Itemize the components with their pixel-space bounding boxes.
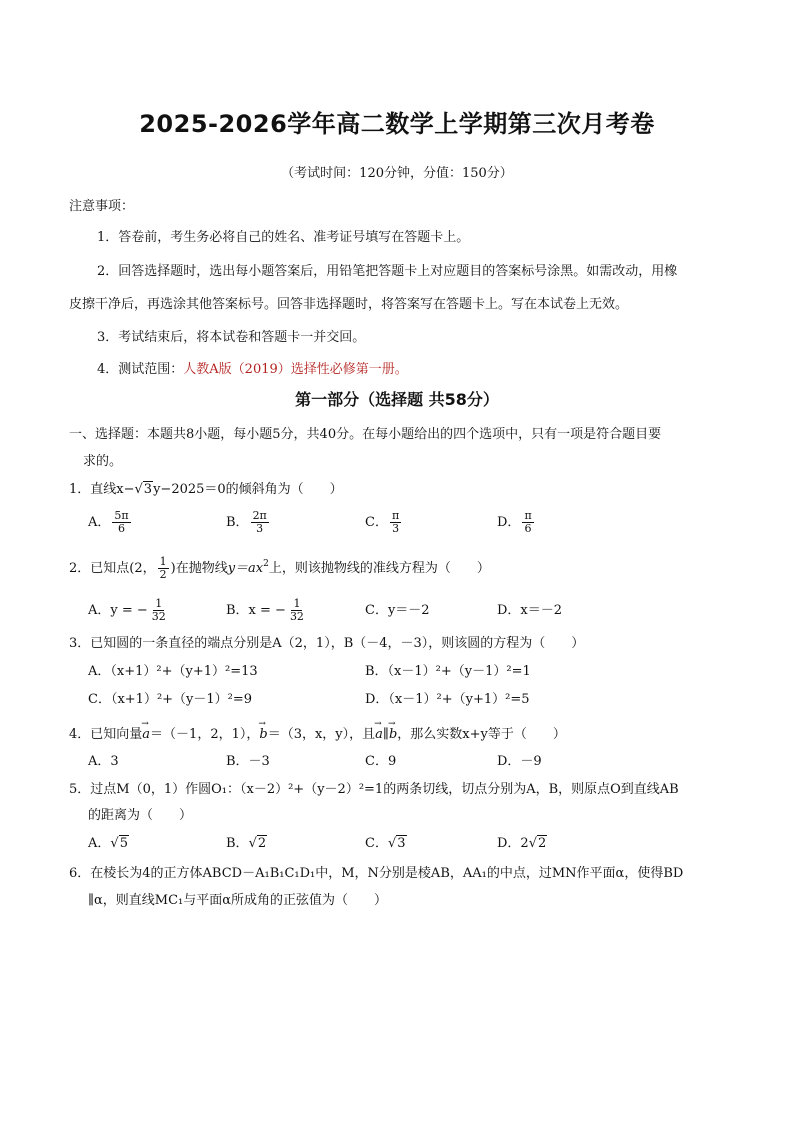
- q1-option-a: [88, 510, 133, 535]
- q6-stem-line-2: ∥α，则直线MC₁与平面α所成角的正弦值为（ ）: [88, 893, 388, 908]
- q5-option-c-label: C．: [365, 836, 388, 851]
- q1-option-a-frac: [112, 510, 130, 535]
- q2-a-num: 1: [155, 597, 163, 610]
- q2-b-num: 1: [293, 597, 301, 610]
- q5-d-radicand: 2: [538, 836, 547, 851]
- q1-option-c-frac: [390, 510, 401, 535]
- q3-option-b: B．（x－1）²+（y－1）²=1: [365, 664, 531, 679]
- q1-option-a-label: A．: [88, 515, 111, 530]
- q2-b-den: 32: [289, 610, 304, 623]
- q1-sqrt: √3: [134, 482, 153, 497]
- q1-option-d-frac: [522, 510, 533, 535]
- part-1-title: 第一部分（选择题 共58分）: [295, 390, 499, 409]
- q4-stem: [69, 725, 566, 745]
- notice-item-4-prefix: 4．测试范围：: [97, 362, 184, 377]
- q5-c-sqrt: √3: [387, 836, 406, 851]
- q5-stem-line-2: 的距离为（ ）: [88, 808, 193, 823]
- q5-option-d: [497, 834, 547, 854]
- q2-option-a-label: A．y = −: [88, 603, 148, 618]
- q2-stem-mid: )在抛物线: [170, 561, 228, 576]
- q5-option-b: [226, 834, 267, 854]
- q1-c-den: 3: [392, 522, 400, 535]
- q2-option-a: [88, 598, 170, 623]
- q4-parallel: ∥: [382, 727, 389, 742]
- q1-stem: [69, 480, 343, 500]
- q2-stem: [69, 556, 490, 581]
- q2-option-b-frac: [288, 598, 306, 623]
- notice-item-3: 3．考试结束后，将本试卷和答题卡一并交回。: [97, 330, 366, 345]
- q4-stem-part-2: ＝（－1，2，1），: [150, 727, 260, 742]
- test-scope: 人教A版（2019）选择性必修第一册。: [183, 362, 408, 377]
- q1-option-d: [497, 510, 536, 535]
- q5-a-sqrt: √5: [110, 836, 128, 851]
- q4-stem-part-5: ，那么实数x+y等于（ ）: [397, 727, 566, 742]
- q5-option-b-label: B．: [226, 836, 249, 851]
- q2-a-den: 32: [151, 610, 166, 623]
- q5-stem-line-1: 5．过点M（0，1）作圆O₁：（x－2）²+（y－2）²=1的两条切线，切点分别为A，B，则原点O到直线AB: [69, 782, 679, 797]
- q3-option-a: A．（x+1）²+（y+1）²=13: [88, 664, 258, 679]
- q4-vector-b: → b: [259, 725, 267, 745]
- q3-option-c: C．（x+1）²+（y－1）²=9: [88, 692, 253, 707]
- q1-a-num: 5π: [114, 509, 129, 522]
- q5-option-a-label: A．: [88, 836, 111, 851]
- notice-heading: 注意事项：: [69, 199, 135, 214]
- q1-option-c-label: C．: [365, 515, 388, 530]
- q1-b-den: 3: [256, 522, 264, 535]
- exam-title: 2025-2026学年高二数学上学期第三次月考卷: [139, 110, 655, 138]
- q6-stem-line-1: 6．在棱长为4的正方体ABCD－A₁B₁C₁D₁中，M，N分别是棱AB，AA₁的中点，过MN作平面α，使得BD: [69, 866, 684, 881]
- q2-option-b-label: B．x = −: [226, 603, 286, 618]
- q1-b-num: 2π: [252, 509, 267, 522]
- q1-a-den: 6: [118, 522, 125, 535]
- notice-item-4: [97, 360, 408, 380]
- q4-option-a: A．3: [88, 754, 119, 769]
- q1-option-c: [365, 510, 403, 535]
- q1-sqrt-radicand: 3: [143, 482, 153, 497]
- q2-pt-num: 1: [159, 555, 167, 568]
- q5-option-d-label: D．2: [497, 836, 529, 851]
- q3-stem: 3．已知圆的一条直径的端点分别是A（2，1），B（－4，－3），则该圆的方程为（ ）: [69, 636, 585, 651]
- q2-option-d: D．x＝－2: [497, 603, 563, 618]
- notice-item-2-line-1: 2．回答选择题时，选出每小题答案后，用铅笔把答题卡上对应题目的答案标号涂黑。如需改动，用橡: [97, 264, 678, 279]
- q2-option-b: [226, 598, 308, 623]
- q2-option-a-frac: [150, 598, 168, 623]
- q5-a-radicand: 5: [119, 836, 128, 851]
- q5-b-sqrt: √2: [248, 836, 267, 851]
- section-1-line-1: 一、选择题：本题共8小题，每小题5分，共40分。在每小题给出的四个选项中，只有一项是符合题目要: [69, 427, 662, 442]
- q4-vector-a: → a: [142, 725, 150, 745]
- notice-item-2-line-2: 皮擦干净后，再选涂其他答案标号。回答非选择题时，将答案写在答题卡上。写在本试卷上无效。: [69, 297, 629, 312]
- q1-c-num: π: [391, 509, 400, 522]
- q4-stem-part-1: 4．已知向量: [69, 727, 143, 742]
- section-1-line-2: 求的。: [83, 454, 123, 469]
- q1-option-b-frac: [251, 510, 269, 535]
- q4-stem-part-3: ＝（3，x，y），且: [267, 727, 376, 742]
- q4-vector-a-2: → a: [375, 725, 383, 745]
- q3-option-d: D．（x－1）²+（y+1）²=5: [365, 692, 530, 707]
- exam-subtitle: （考试时间：120分钟，分值：150分）: [281, 166, 513, 181]
- q1-option-b: [226, 510, 271, 535]
- q4-option-c: C．9: [365, 754, 397, 769]
- q5-b-radicand: 2: [257, 836, 267, 851]
- q4-option-b: B．－3: [226, 754, 270, 769]
- q1-option-b-label: B．: [226, 515, 249, 530]
- q5-option-c: [365, 834, 407, 854]
- q1-stem-prefix: 1．直线x−: [69, 482, 135, 497]
- q1-option-d-label: D．: [497, 515, 521, 530]
- q2-stem-prefix: 2．已知点(2，: [69, 561, 156, 576]
- q1-d-num: π: [524, 509, 532, 522]
- q2-point-frac: [158, 556, 169, 581]
- q4-option-d: D．－9: [497, 754, 542, 769]
- q2-pt-den: 2: [159, 568, 167, 581]
- q1-stem-suffix: y−2025＝0的倾斜角为（ ）: [153, 482, 343, 497]
- q2-parabola-exp: 2: [263, 559, 269, 569]
- q2-stem-suffix: 上，则该抛物线的准线方程为（ ）: [268, 561, 490, 576]
- q5-option-a: [88, 834, 129, 854]
- q2-option-c: C．y＝－2: [365, 603, 430, 618]
- q5-c-radicand: 3: [397, 836, 406, 851]
- notice-item-1: 1．答卷前，考生务必将自己的姓名、准考证号填写在答题卡上。: [97, 230, 470, 245]
- q2-parabola-eq: y＝ax: [227, 561, 264, 576]
- q4-vector-b-2: → b: [389, 725, 397, 745]
- q1-d-den: 6: [524, 522, 532, 535]
- q5-d-sqrt: √2: [528, 836, 547, 851]
